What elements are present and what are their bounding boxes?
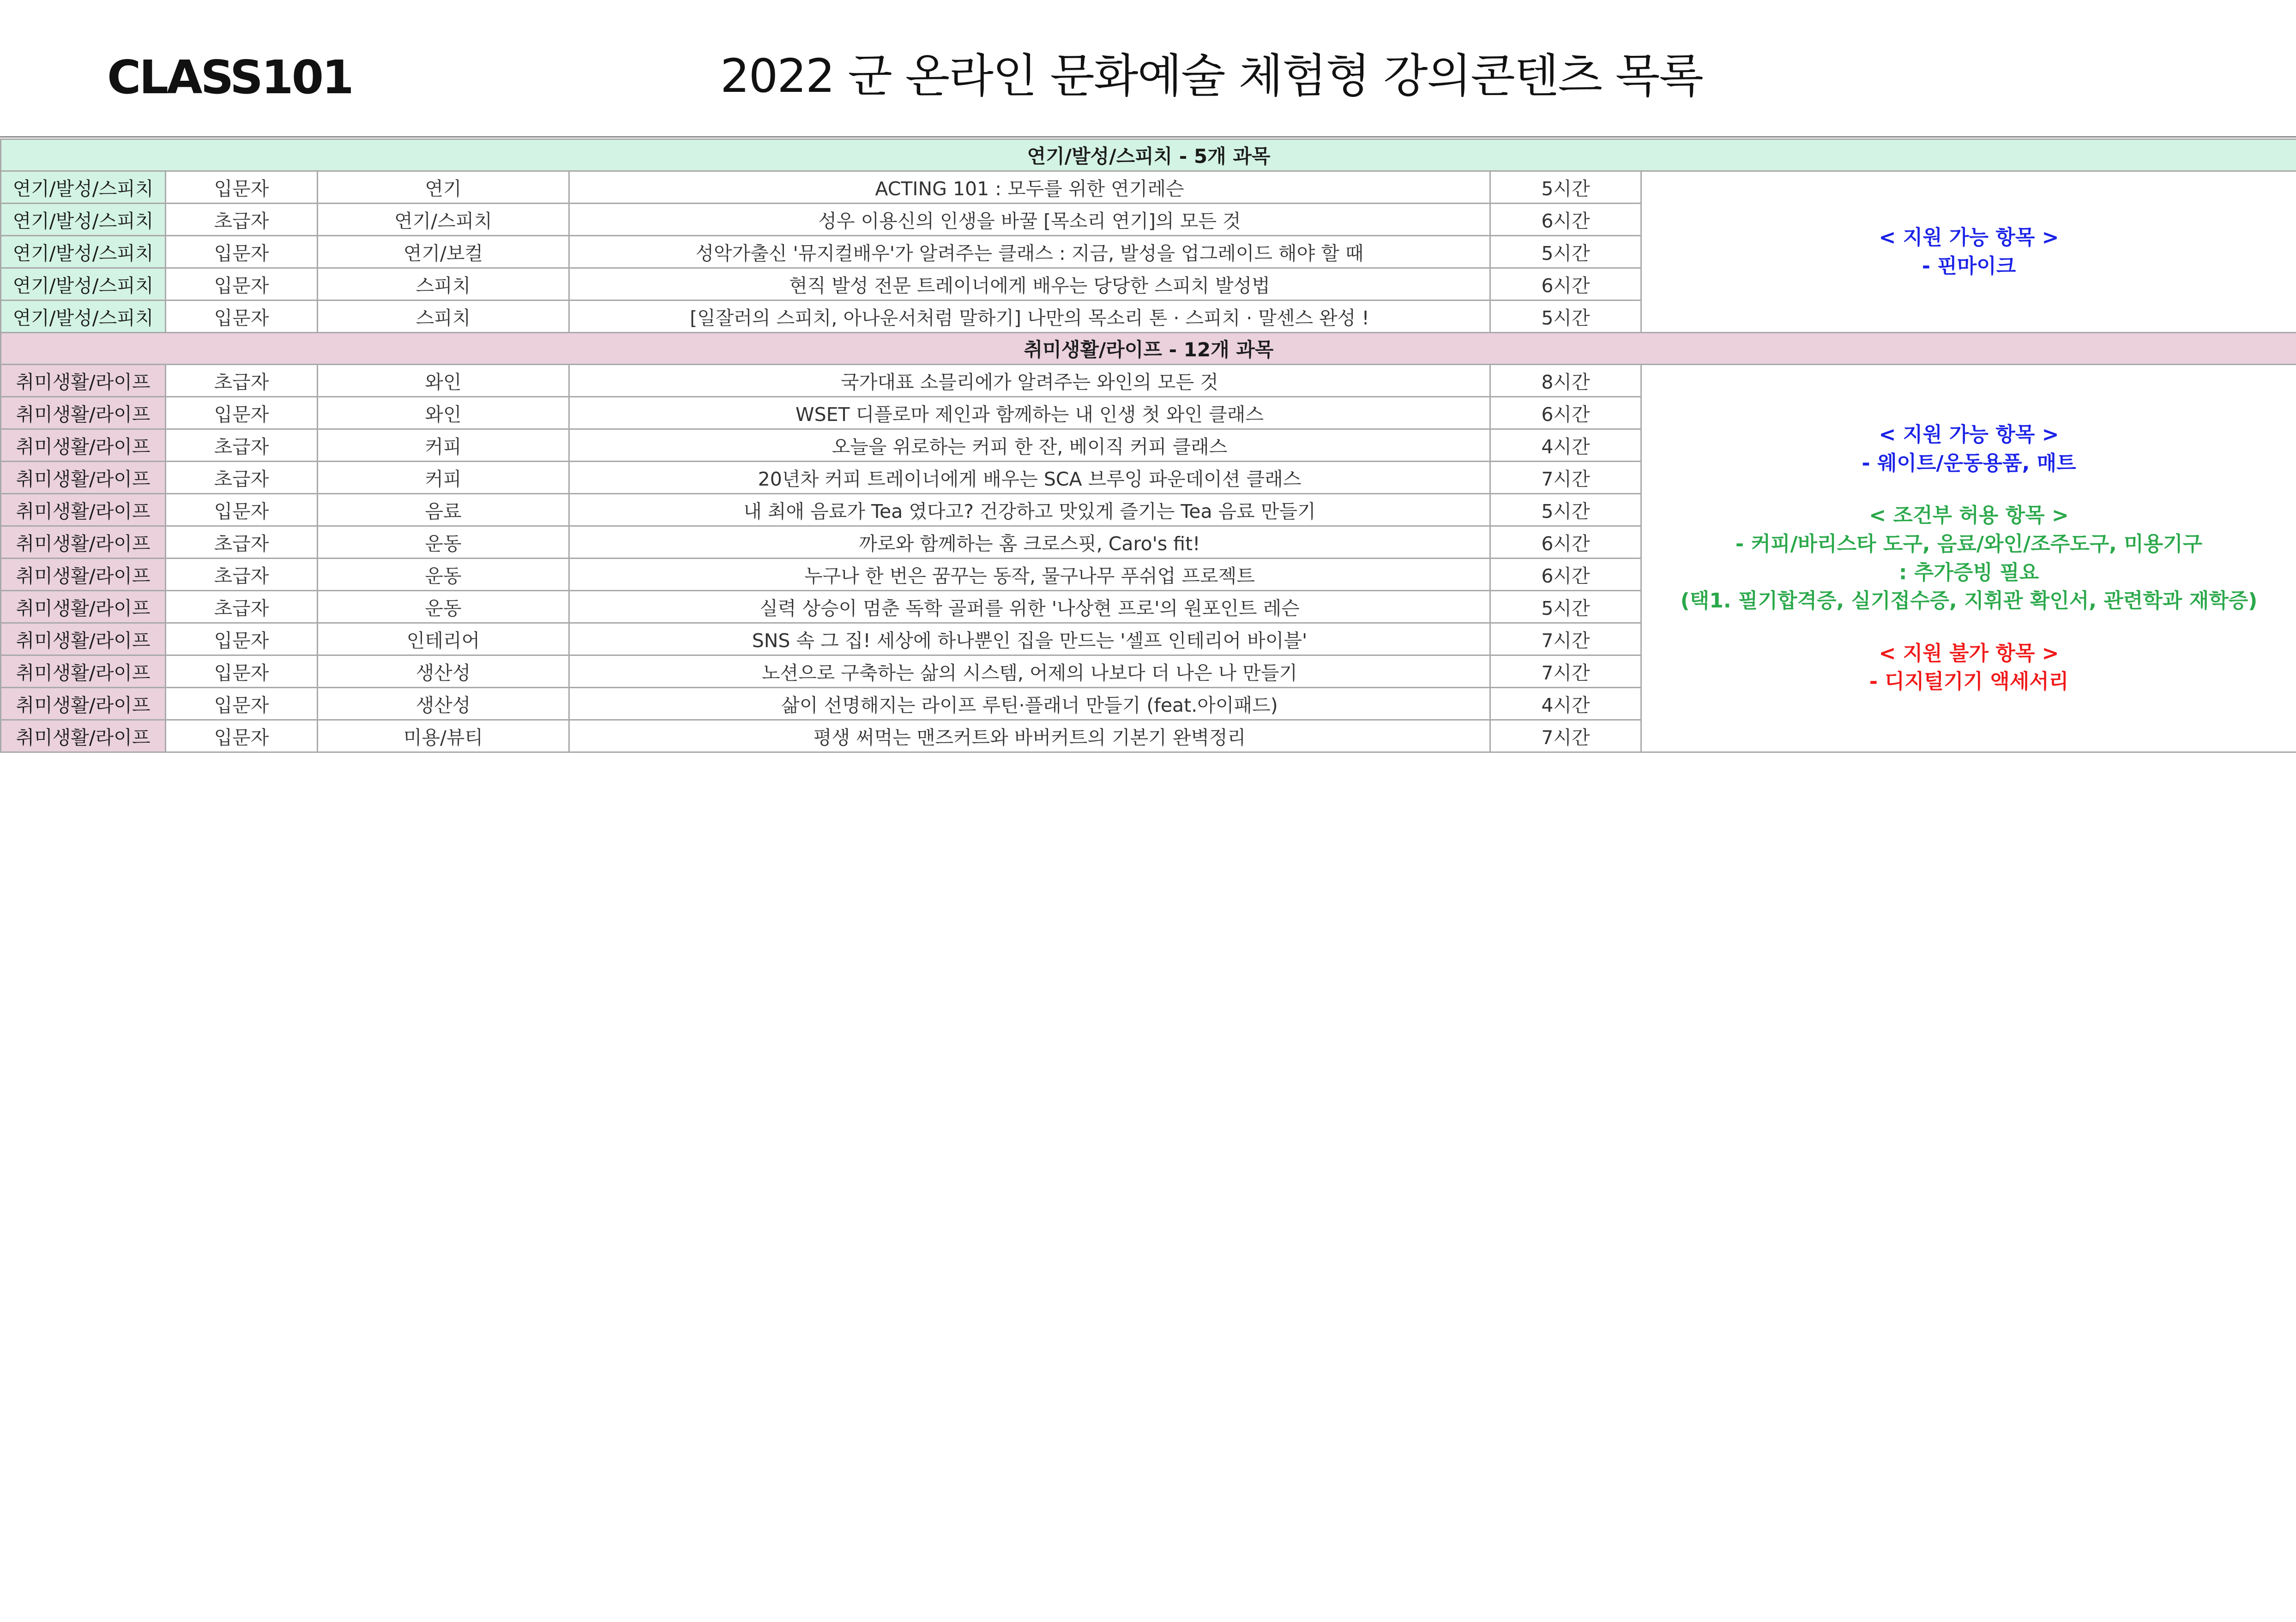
topic-cell: 연기/스피치 (318, 204, 569, 236)
course-title-cell: 까로와 함께하는 홈 크로스핏, Caro's fit! (569, 526, 1490, 559)
hours-cell: 7시간 (1490, 623, 1641, 655)
allowed-items-title: < 지원 가능 항목 > (1879, 423, 2059, 447)
category-cell: 취미생활/라이프 (1, 494, 166, 526)
category-cell: 취미생활/라이프 (1, 623, 166, 655)
level-cell: 초급자 (166, 365, 318, 397)
category-cell: 취미생활/라이프 (1, 688, 166, 720)
category-cell: 연기/발성/스피치 (1, 300, 166, 333)
hours-cell: 4시간 (1490, 429, 1641, 462)
course-title-cell: 내 최애 음료가 Tea 였다고? 건강하고 맛있게 즐기는 Tea 음료 만들기 (569, 494, 1490, 526)
hours-cell: 7시간 (1490, 720, 1641, 752)
course-title-cell: 실력 상승이 멈춘 독학 골퍼를 위한 '나상현 프로'의 원포인트 레슨 (569, 591, 1490, 623)
hours-cell: 7시간 (1490, 655, 1641, 688)
hours-cell: 5시간 (1490, 171, 1641, 204)
topic-cell: 생산성 (318, 655, 569, 688)
topic-cell: 스피치 (318, 300, 569, 333)
level-cell: 입문자 (166, 300, 318, 333)
course-title-cell: 현직 발성 전문 트레이너에게 배우는 당당한 스피치 발성법 (569, 268, 1490, 300)
topic-cell: 커피 (318, 429, 569, 462)
level-cell: 입문자 (166, 688, 318, 720)
course-title-cell: 성악가출신 '뮤지컬배우'가 알려주는 클래스 : 지금, 발성을 업그레이드 해야 할 때 (569, 236, 1490, 268)
allowed-items-list: - 웨이트/운동용품, 매트 (1862, 451, 2076, 475)
hours-cell: 6시간 (1490, 526, 1641, 559)
course-title-cell: 국가대표 소믈리에가 알려주는 와인의 모든 것 (569, 365, 1490, 397)
table-row (1, 171, 2296, 204)
conditional-items-list: - 커피/바리스타 도구, 음료/와인/조주도구, 미용기구 (1735, 532, 2203, 556)
category-cell: 취미생활/라이프 (1, 526, 166, 559)
course-title-cell: SNS 속 그 집! 세상에 하나뿐인 집을 만드는 '셀프 인테리어 바이블' (569, 623, 1490, 655)
level-cell: 입문자 (166, 268, 318, 300)
topic-cell: 생산성 (318, 688, 569, 720)
header-divider (0, 136, 2296, 138)
topic-cell: 스피치 (318, 268, 569, 300)
level-cell: 초급자 (166, 462, 318, 494)
notes-spacer (1642, 615, 2296, 639)
category-cell: 연기/발성/스피치 (1, 268, 166, 300)
allowed-items-title: < 지원 가능 항목 > (1879, 225, 2059, 249)
level-cell: 입문자 (166, 236, 318, 268)
course-table (0, 138, 2296, 753)
category-cell: 취미생활/라이프 (1, 591, 166, 623)
course-title-cell: 노션으로 구축하는 삶의 시스템, 어제의 나보다 더 나은 나 만들기 (569, 655, 1490, 688)
hours-cell: 5시간 (1490, 494, 1641, 526)
denied-items-title: < 지원 불가 항목 > (1879, 641, 2059, 665)
topic-cell: 연기/보컬 (318, 236, 569, 268)
category-cell: 취미생활/라이프 (1, 365, 166, 397)
hours-cell: 5시간 (1490, 591, 1641, 623)
hours-cell: 6시간 (1490, 268, 1641, 300)
course-title-cell: WSET 디플로마 제인과 함께하는 내 인생 첫 와인 클래스 (569, 397, 1490, 429)
hours-cell: 7시간 (1490, 462, 1641, 494)
class101-logo: CLASS101 (107, 50, 352, 104)
course-title-cell: 삶이 선명해지는 라이프 루틴·플래너 만들기 (feat.아이패드) (569, 688, 1490, 720)
table-row (1, 365, 2296, 397)
topic-cell: 연기 (318, 171, 569, 204)
section-title: 연기/발성/스피치 - 5개 과목 (1, 139, 2296, 171)
level-cell: 초급자 (166, 526, 318, 559)
level-cell: 초급자 (166, 591, 318, 623)
level-cell: 초급자 (166, 429, 318, 462)
hours-cell: 4시간 (1490, 688, 1641, 720)
section-header-acting (1, 139, 2296, 171)
level-cell: 초급자 (166, 204, 318, 236)
hours-cell: 6시간 (1490, 559, 1641, 591)
course-title-cell: 평생 써먹는 맨즈커트와 바버커트의 기본기 완벽정리 (569, 720, 1490, 752)
category-cell: 취미생활/라이프 (1, 559, 166, 591)
conditional-detail: (택1. 필기합격증, 실기접수증, 지휘관 확인서, 관련학과 재학증) (1680, 589, 2258, 613)
page-title: 2022 군 온라인 문화예술 체험형 강의콘텐츠 목록 (720, 49, 1703, 103)
support-notes-hobby (1641, 365, 2296, 752)
notes-spacer (1642, 477, 2296, 501)
course-title-cell: 오늘을 위로하는 커피 한 잔, 베이직 커피 클래스 (569, 429, 1490, 462)
category-cell: 취미생활/라이프 (1, 429, 166, 462)
category-cell: 취미생활/라이프 (1, 462, 166, 494)
topic-cell: 커피 (318, 462, 569, 494)
topic-cell: 음료 (318, 494, 569, 526)
hours-cell: 6시간 (1490, 204, 1641, 236)
level-cell: 입문자 (166, 720, 318, 752)
hours-cell: 8시간 (1490, 365, 1641, 397)
hours-cell: 5시간 (1490, 300, 1641, 333)
topic-cell: 와인 (318, 365, 569, 397)
course-title-cell: ACTING 101 : 모두를 위한 연기레슨 (569, 171, 1490, 204)
category-cell: 취미생활/라이프 (1, 720, 166, 752)
level-cell: 입문자 (166, 397, 318, 429)
topic-cell: 미용/뷰티 (318, 720, 569, 752)
category-cell: 연기/발성/스피치 (1, 236, 166, 268)
level-cell: 입문자 (166, 494, 318, 526)
topic-cell: 운동 (318, 591, 569, 623)
category-cell: 취미생활/라이프 (1, 655, 166, 688)
level-cell: 입문자 (166, 655, 318, 688)
conditional-requirement: : 추가증빙 필요 (1898, 560, 2039, 584)
section-title: 취미생활/라이프 - 12개 과목 (1, 333, 2296, 365)
support-notes-acting (1641, 171, 2296, 333)
topic-cell: 운동 (318, 559, 569, 591)
course-title-cell: 20년차 커피 트레이너에게 배우는 SCA 브루잉 파운데이션 클래스 (569, 462, 1490, 494)
course-title-cell: [일잘러의 스피치, 아나운서처럼 말하기] 나만의 목소리 톤 · 스피치 · 말센스 완성 ! (569, 300, 1490, 333)
topic-cell: 운동 (318, 526, 569, 559)
course-title-cell: 성우 이용신의 인생을 바꿀 [목소리 연기]의 모든 것 (569, 204, 1490, 236)
topic-cell: 인테리어 (318, 623, 569, 655)
denied-items-list: - 디지털기기 액세서리 (1869, 670, 2069, 694)
hours-cell: 6시간 (1490, 397, 1641, 429)
allowed-items-list: - 핀마이크 (1922, 254, 2016, 278)
category-cell: 연기/발성/스피치 (1, 204, 166, 236)
category-cell: 취미생활/라이프 (1, 397, 166, 429)
category-cell: 연기/발성/스피치 (1, 171, 166, 204)
topic-cell: 와인 (318, 397, 569, 429)
level-cell: 입문자 (166, 171, 318, 204)
course-title-cell: 누구나 한 번은 꿈꾸는 동작, 물구나무 푸쉬업 프로젝트 (569, 559, 1490, 591)
level-cell: 초급자 (166, 559, 318, 591)
conditional-items-title: < 조건부 허용 항목 > (1869, 504, 2069, 528)
level-cell: 입문자 (166, 623, 318, 655)
section-header-hobby (1, 333, 2296, 365)
hours-cell: 5시간 (1490, 236, 1641, 268)
